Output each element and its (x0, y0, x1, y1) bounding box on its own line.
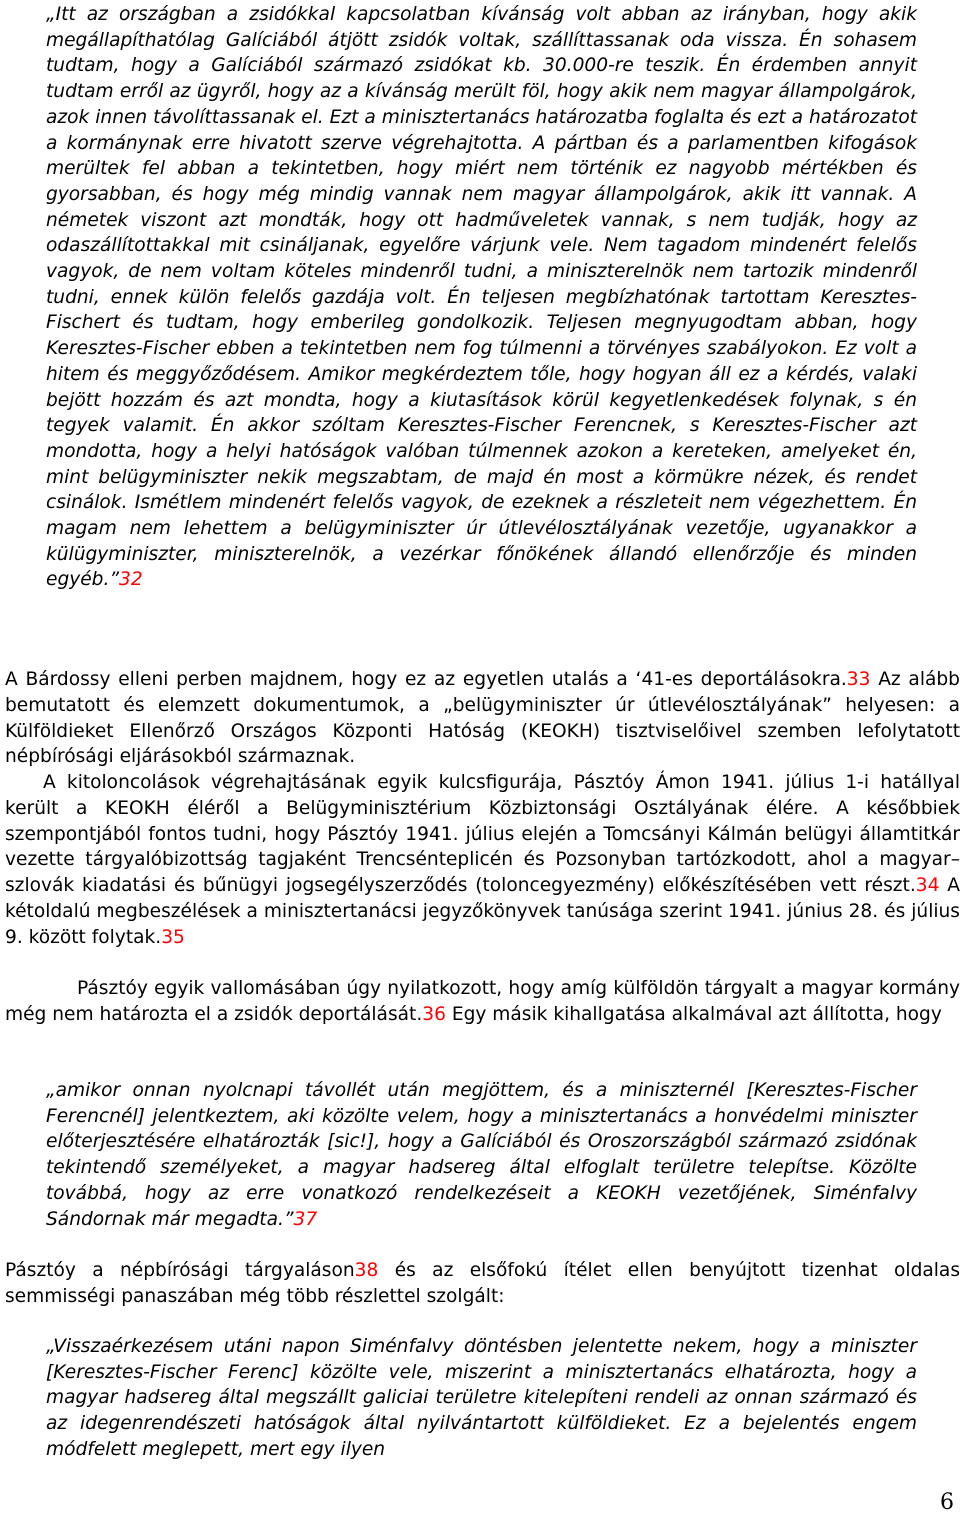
quote-bardossy-testimony (46, 2, 917, 593)
paragraph-bardossy-trial (5, 667, 960, 770)
paragraph-text: A kétoldalú megbeszélések a minisztertanácsi jegyzőkönyvek tanúsága szerint 1941. június 28. és július 9. között folytak. (5, 875, 960, 948)
footnote-ref-34[interactable]: 34 (915, 875, 940, 897)
quote-text: „Visszaérkezésem utáni napon Siménfalvy döntésben jelentette nekem, hogy a miniszter [Keresztes-Fischer Ferenc] közölte vele, miszerint a minisztertanács elhatározta, hogy a magyar hadsereg által megszállt galiciai területre kitelepíteni rendeli az onnan származó és az idegenrendészeti hatóságok által nyilvántartott külföldieket. Ez a bejelentés engem módfelett meglepett, mert egy ilyen (46, 1336, 917, 1460)
paragraph-pasztoy-role (5, 770, 960, 951)
quote-text: „amikor onnan nyolcnapi távollét után megjöttem, és a miniszternél [Keresztes-Fischer Ferencnél] jelentkeztem, aki közölte velem, hogy a minisztertanács a honvédelmi miniszter előterjesztésére elhatározták [sic!], hogy a Galíciából és Oroszországból származó zsidónak tekintendő személyeket, a magyar hadsereg által elfoglalt területre telepítse. Közölte továbbá, hogy az erre vonatkozó rendelkezéseit a KEOKH vezetőjének, Siménfalvy Sándornak már megadta.” (46, 1080, 917, 1230)
paragraph-text: Egy másik kihallgatása alkalmával azt állította, hogy (445, 1003, 942, 1025)
paragraph-text: A Bárdossy elleni perben majdnem, hogy ez az egyetlen utalás a ‘41-es deportálásokra. (5, 669, 847, 690)
footnote-ref-37[interactable]: 37 (293, 1208, 318, 1230)
paragraph-text: Pásztóy egyik vallomásában úgy nyilatkozott, hogy amíg külföldön tárgyalt a magyar kormány még nem határozta el a zsidók deportálását. (5, 978, 960, 1025)
paragraph-text: A kitoloncolások végrehajtásának egyik kulcsfigurája, Pásztóy Ámon 1941. július 1-i hatállyal került a KEOKH éléről a Belügyminisztérium Közbiztonsági Osztályának élére. A későbbiek szempontjából fontos tudni, hogy Pásztóy 1941. július elején a Tomcsányi Kálmán belügyi államtitkár vezette tárgyalóbizottság tagjaként Trencsénteplicén és Pozsonyban tartózkodott, ahol a magyar–szlovák kiadatási és bűnügyi jogsegélyszerződés (toloncegyezmény) előkészítésében vett részt. (5, 772, 960, 897)
paragraph-appeal (5, 1258, 960, 1310)
paragraph-text: Az alább bemutatott és elemzett dokumentumok, a „belügyminiszter úr útlevélosztályának” helyesen: a Külföldieket Ellenőrző Országos Központi Hatóság (KEOKH) tisztviselőivel szemben lefolytatott népbírósági eljárásokból származnak. (5, 669, 960, 768)
quote-pasztoy-interrogation (46, 1078, 917, 1232)
quote-pasztoy-appeal (46, 1334, 917, 1463)
paragraph-text: Pásztóy a népbírósági tárgyaláson (5, 1260, 355, 1281)
page-number: 6 (940, 1490, 954, 1515)
footnote-ref-36[interactable]: 36 (422, 1003, 446, 1025)
footnote-ref-35[interactable]: 35 (161, 926, 185, 948)
paragraph-pasztoy-testimony (5, 976, 960, 1028)
footnote-ref-38[interactable]: 38 (354, 1260, 379, 1281)
quote-text: „Itt az országban a zsidókkal kapcsolatban kívánság volt abban az irányban, hogy akik megállapíthatólag Galíciából átjött zsidók voltak, szállíttassanak oda vissza. Én sohasem tudtam, hogy a Galíciából származó zsidókat kb. 30.000-re teszik. Én érdemben annyit tudtam erről az ügyről, hogy az a kívánság merült föl, hogy akik nem magyar állampolgárok, azok innen távolíttassanak el. Ezt a minisztertanács határozatba foglalta és ezt a határozatot a kormánynak erre hivatott szerve végrehajtotta. A pártban és a parlamentben kifogások merültek fel abban a tekintetben, hogy miért nem történik ez nagyobb mértékben és gyorsabban, és hogy még mindig vannak nem magyar állampolgárok, akik itt vannak. A németek viszont azt mondták, hogy ott hadműveletek vannak, s nem tudják, hogy az odaszállítottakkal mit csináljanak, egyelőre várjunk vele. Nem tagadom mindenért felelős vagyok, de nem voltam köteles mindenről tudni, a miniszterelnök nem tartozik mindenről tudni, ennek külön felelős gazdája volt. Én teljesen megbízhatónak tartottam Keresztes-Fischert és tudtam, hogy emberileg gondolkozik. Teljesen megnyugodtam abban, hogy Keresztes-Fischer ebben a tekintetben nem fog túlmenni a törvényes szabályokon. Ez volt a hitem és meggyőződésem. Amikor megkérdeztem tőle, hogy hogyan áll ez a kérdés, valaki bejött hozzám és azt mondta, hogy a kiutasítások körül kegyetlenkedések folynak, s én tegyek valamit. Én akkor szóltam Keresztes-Fischer Ferencnek, s Keresztes-Fischer azt mondotta, hogy a helyi hatóságok valóban túlmennek azokon a kereteken, amelyeket én, mint belügyminiszter nekik megszabtam, de majd én most a körmükre nézek, és rendet csinálok. Ismétlem mindenért felelős vagyok, de ezeknek a részleteit nem végezhettem. Én magam nem lehettem a belügyminiszter úr útlevélosztályának vezetője, ugyanakkor a külügyminiszter, miniszterelnök, a vezérkar főnökének állandó ellenőrzője és minden egyéb.” (46, 4, 917, 591)
footnote-ref-32[interactable]: 32 (119, 569, 143, 591)
footnote-ref-33[interactable]: 33 (846, 669, 871, 690)
paragraph-text: és az elsőfokú ítélet ellen benyújtott tizenhat oldalas semmisségi panaszában még több részlettel szolgált: (5, 1260, 960, 1307)
